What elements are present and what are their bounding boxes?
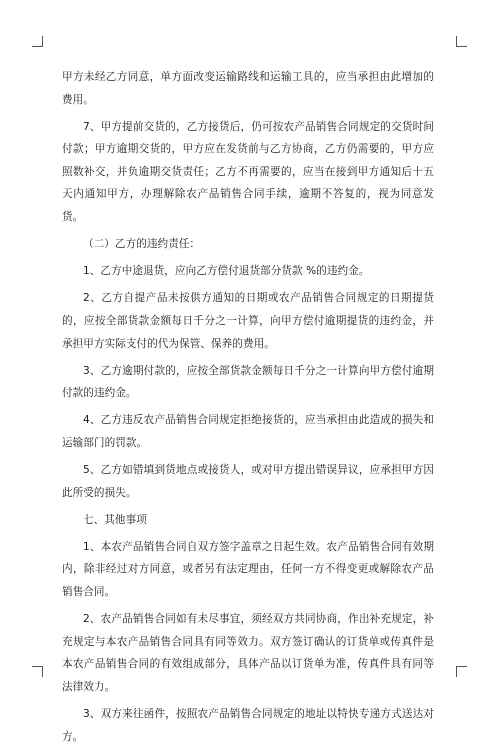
paragraph-refuse-delivery: 4、乙方违反农产品销售合同规定拒绝接货的，应当承担由此造成的损失和运输部门的罚款。: [62, 414, 434, 449]
paragraph-carrier-cost: 甲方未经乙方同意，单方面改变运输路线和运输工具的，应当承担由此增加的费用。: [62, 71, 434, 106]
section-heading-other-matters: 七、其他事项: [83, 513, 147, 526]
crop-mark-bottom-right: [456, 666, 467, 677]
paragraph-effective-date: 1、本农产品销售合同自双方签字盖章之日起生效。农产品销售合同有效期内，除非经过对方同意，或者另有法定理由，任何一方不得变更或解除农产品销售合同。: [62, 540, 434, 598]
paragraph-late-payment: 3、乙方逾期付款的，应按全部货款金额每日千分之一计算向甲方偿付逾期付款的违约金。: [62, 364, 434, 400]
section-heading-party-b-liability: （二）乙方的违约责任：: [83, 238, 201, 251]
paragraph-late-pickup: 2、乙方自提产品未按供方通知的日期或农产品销售合同规定的日期提货的，应按全部货款金额每日千分之一计算，向甲方偿付逾期提货的违约金，并承担甲方实际支付的代为保管、保养的费用。: [62, 292, 434, 350]
paragraph-return-penalty: 1、乙方中途退货，应向乙方偿付退货部分货款 %的违约金。: [83, 265, 370, 278]
paragraph-correspondence: 3、双方来往函件，按照农产品销售合同规定的地址以特快专递方式送达对方。: [62, 707, 434, 743]
paragraph-wrong-address: 5、乙方如错填到货地点或接货人，或对甲方提出错误异议，应承担甲方因此所受的损失。: [62, 464, 434, 499]
crop-mark-top-right: [456, 36, 467, 47]
crop-mark-bottom-left: [32, 666, 43, 677]
paragraph-early-delivery: 7、甲方提前交货的，乙方接货后，仍可按农产品销售合同规定的交货时间付款；甲方逾期交货的，甲方应在发货前与乙方协商，乙方仍需要的，甲方应照数补交，并负逾期交货责任；乙方不再需要的，应当在接到甲方通知后十五天内通知甲方，办理解除农产品销售合同手续，逾期不答复的，视为同意发货。: [62, 120, 434, 224]
crop-mark-top-left: [32, 36, 43, 47]
document-body: [62, 66, 434, 753]
paragraph-supplementary-terms: 2、农产品销售合同如有未尽事宜，须经双方共同协商，作出补充规定，补充规定与本农产品销售合同具有同等效力。双方签订确认的订货单或传真件是本农产品销售合同的有效组成部分，具体产品以订货单为准，传真件具有同等法律效力。: [62, 613, 434, 693]
